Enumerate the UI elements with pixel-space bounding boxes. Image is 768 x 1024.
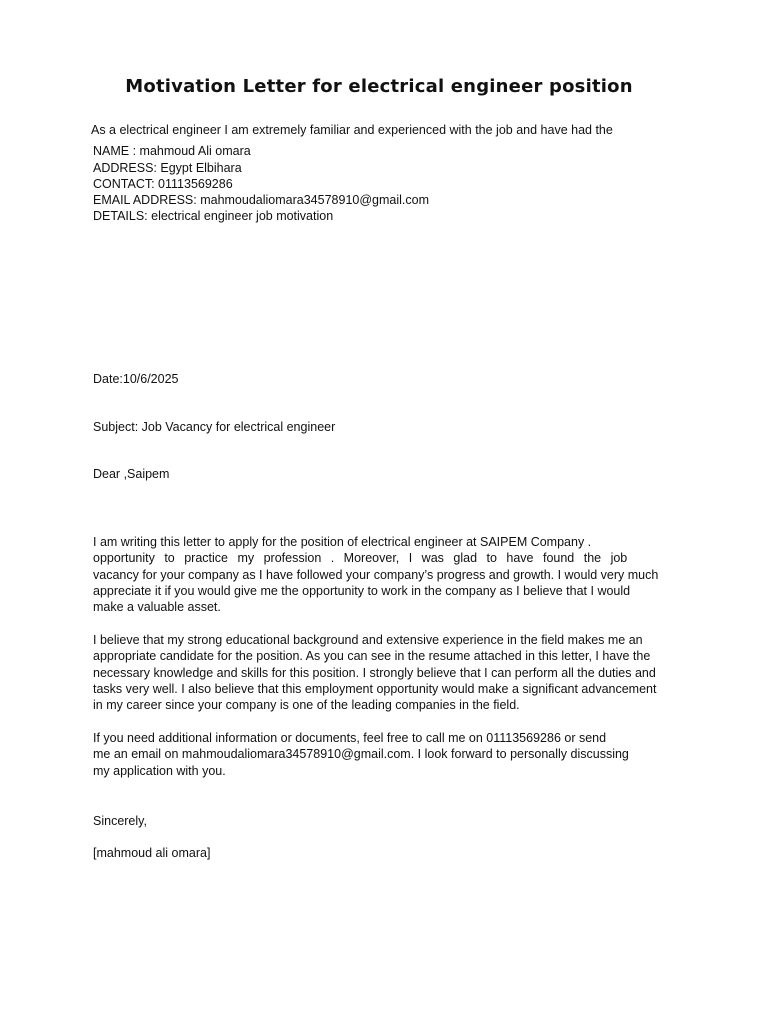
- paragraph-1-line: opportunity to practice my profession . Moreover, I was glad to have found the job: [93, 551, 628, 566]
- paragraph-2-line: appropriate candidate for the position. As you can see in the resume attached in this letter, I have the: [93, 649, 651, 664]
- detail-contact: CONTACT: 01113569286: [93, 177, 233, 191]
- letter-signature: [mahmoud ali omara]: [93, 846, 211, 860]
- letter-title: Motivation Letter for electrical engineer position: [125, 76, 633, 97]
- letter-subject: Subject: Job Vacancy for electrical engineer: [93, 420, 336, 434]
- paragraph-1-line: appreciate it if you would give me the opportunity to work in the company as I believe that I would: [93, 583, 631, 598]
- paragraph-1-line: I am writing this letter to apply for the position of electrical engineer at SAIPEM Company .: [93, 535, 592, 549]
- paragraph-2: [93, 632, 693, 713]
- letter-date: Date:10/6/2025: [93, 372, 179, 386]
- paragraph-3-line: my application with you.: [93, 763, 226, 778]
- detail-description: DETAILS: electrical engineer job motivation: [93, 209, 334, 223]
- paragraph-3-line: If you need additional information or documents, feel free to call me on 01113569286 or send: [93, 731, 607, 745]
- paragraph-2-line: in my career since your company is one of the leading companies in the field.: [93, 698, 520, 713]
- paragraph-2-line: tasks very well. I also believe that this employment opportunity would make a significant advancement: [93, 681, 657, 696]
- paragraph-3: [93, 730, 693, 779]
- paragraph-1-line: vacancy for your company as I have followed your company’s progress and growth. I would very much: [93, 567, 659, 582]
- detail-name: NAME : mahmoud Ali omara: [93, 144, 251, 158]
- letter-closing: Sincerely,: [93, 814, 147, 828]
- paragraph-1: [93, 534, 693, 615]
- detail-address: ADDRESS: Egypt Elbihara: [93, 161, 242, 175]
- paragraph-1-line: make a valuable asset.: [93, 600, 221, 615]
- paragraph-3-line: me an email on mahmoudaliomara34578910@gmail.com. I look forward to personally discussing: [93, 747, 629, 762]
- intro-line: As a electrical engineer I am extremely familiar and experienced with the job and have had the: [91, 123, 613, 137]
- paragraph-2-line: necessary knowledge and skills for this position. I strongly believe that I can perform all the duties and: [93, 665, 656, 680]
- detail-email: EMAIL ADDRESS: mahmoudaliomara34578910@gmail.com: [93, 193, 429, 207]
- paragraph-2-line: I believe that my strong educational background and extensive experience in the field makes me an: [93, 633, 643, 647]
- letter-salutation: Dear ,Saipem: [93, 467, 170, 481]
